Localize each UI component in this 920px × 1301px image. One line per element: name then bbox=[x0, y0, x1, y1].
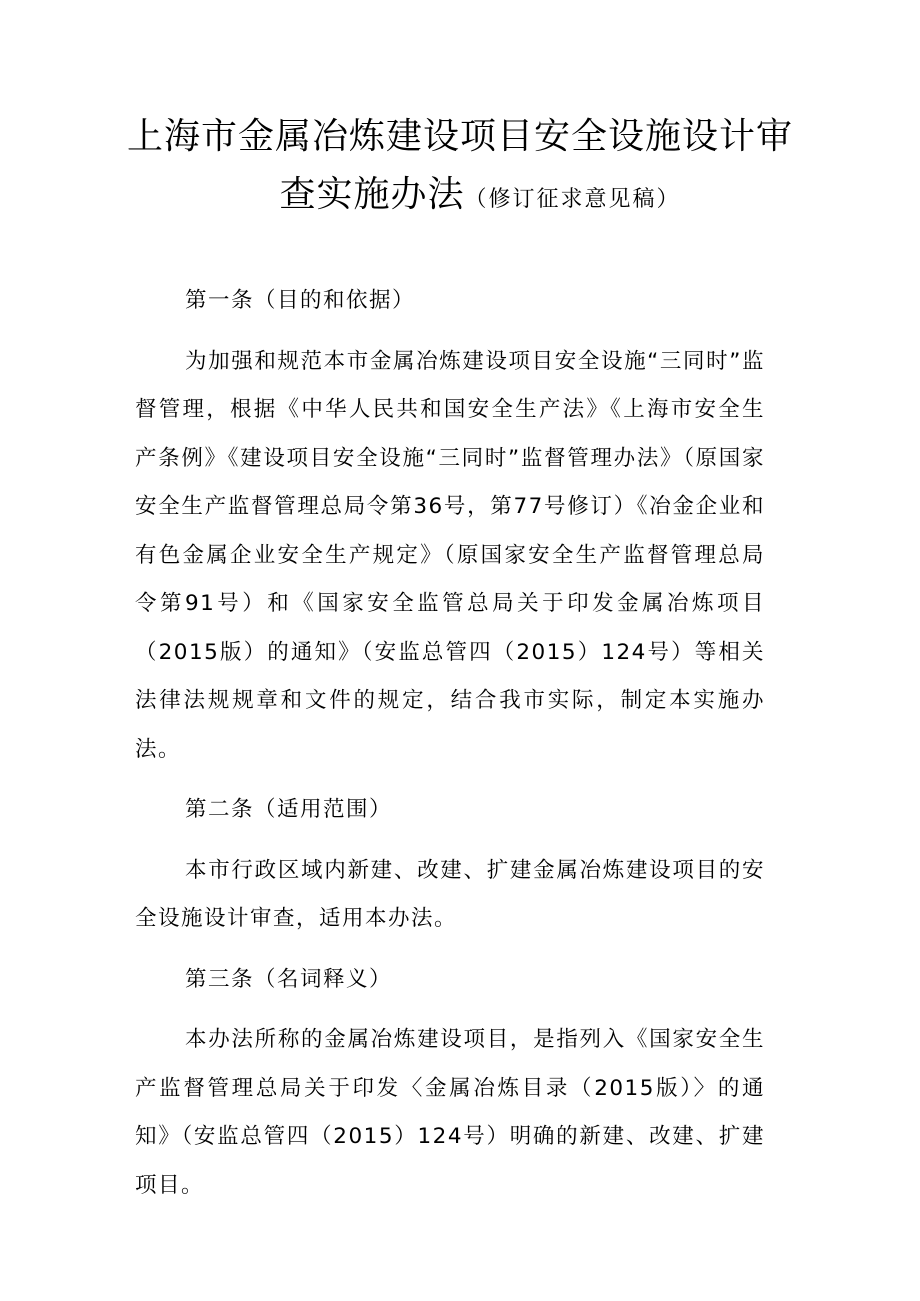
document-body bbox=[135, 277, 765, 1222]
title-subtitle: （修订征求意见稿） bbox=[464, 187, 681, 212]
article-3-heading: 第三条（名词释义） bbox=[185, 966, 393, 992]
article-3-text: 本办法所称的金属冶炼建设项目，是指列入《国家安全生产监督管理总局关于印发〈金属冶炼目录（2015版）〉的通知》（安监总管四（2015）124号）明确的新建、改建、扩建项目。 bbox=[135, 1027, 765, 1198]
document-title bbox=[0, 108, 920, 229]
article-1-text: 为加强和规范本市金属冶炼建设项目安全设施“三同时”监督管理，根据《中华人民共和国安全生产法》《上海市安全生产条例》《建设项目安全设施“三同时”监督管理办法》（原国家安全生产监督管理总局令第36号，第77号修订）《冶金企业和有色金属企业安全生产规定》（原国家安全生产监督管理总局令第91号）和《国家安全监管总局关于印发金属冶炼项目（2015版）的通知》（安监总管四（2015）124号）等相关法律法规规章和文件的规定，结合我市实际，制定本实施办法。 bbox=[135, 348, 765, 762]
article-1-heading: 第一条（目的和依据） bbox=[185, 288, 416, 313]
article-2-heading: 第二条（适用范围） bbox=[185, 797, 393, 822]
title-line-2-main: 查实施办法 bbox=[279, 174, 465, 215]
article-2-text: 本市行政区域内新建、改建、扩建金属冶炼建设项目的安全设施设计审查，适用本办法。 bbox=[135, 857, 765, 931]
title-line-2 bbox=[0, 166, 920, 229]
title-line-1: 上海市金属冶炼建设项目安全设施设计审 bbox=[126, 116, 793, 157]
